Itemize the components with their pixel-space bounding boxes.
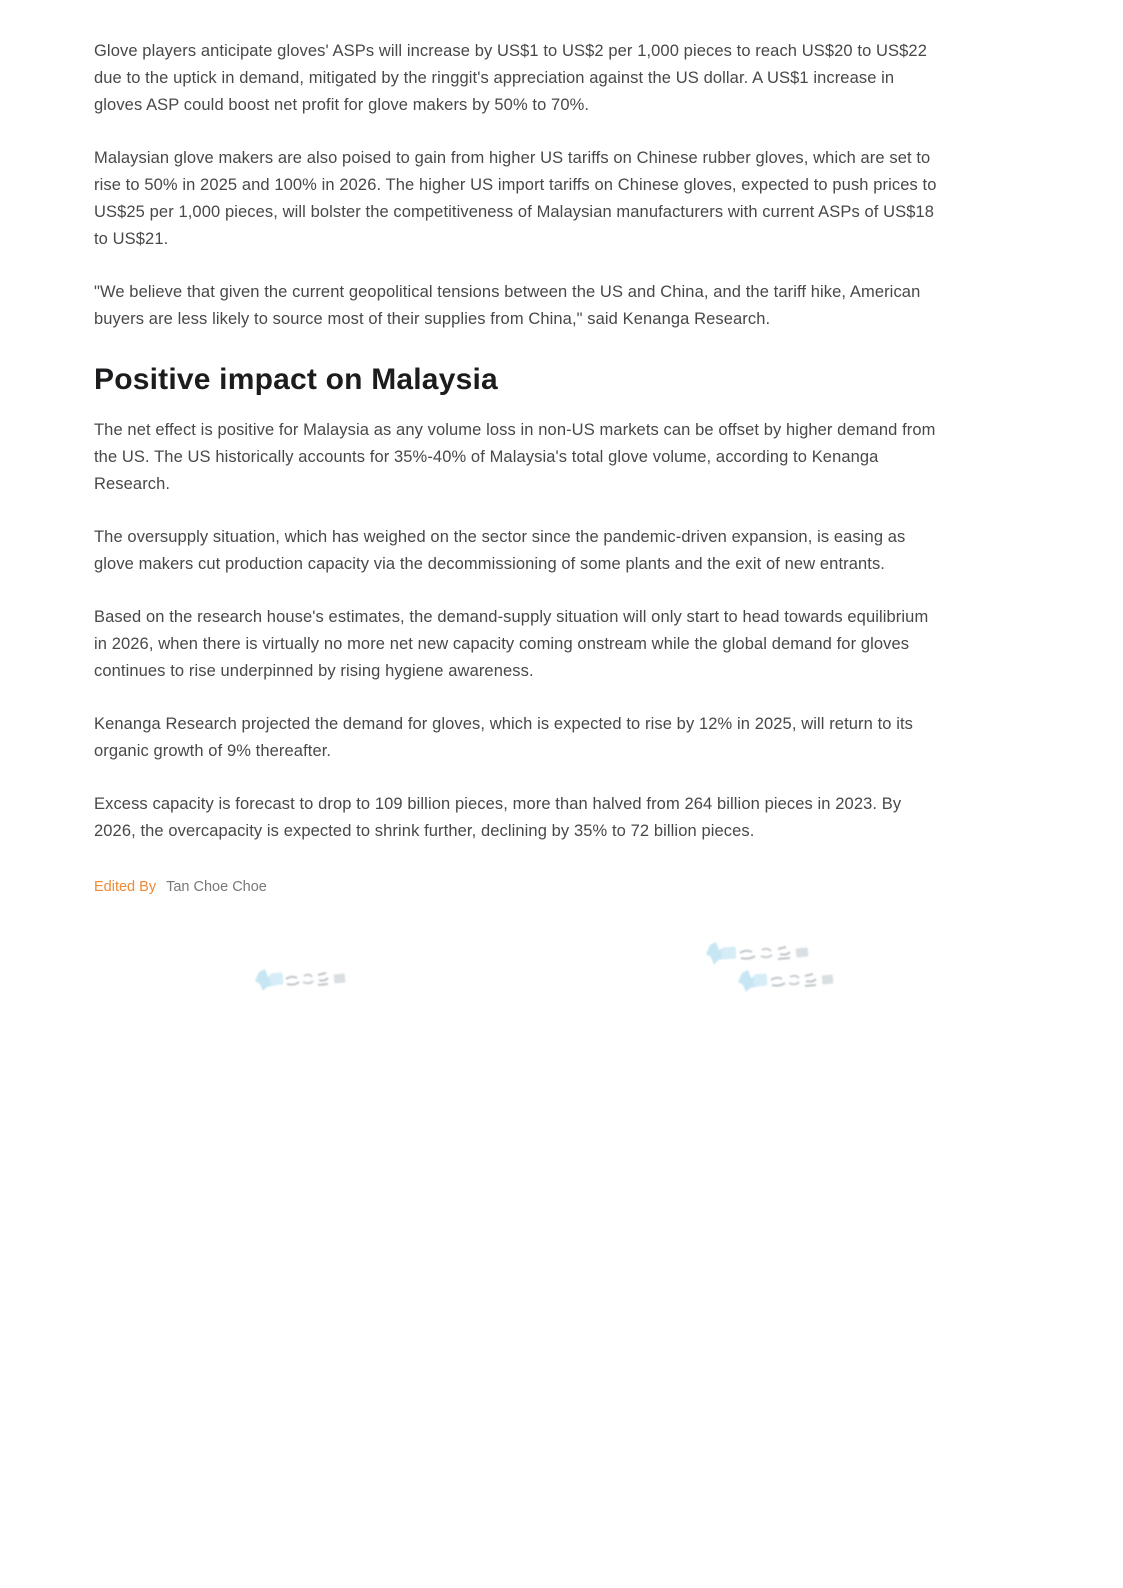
paragraph: Glove players anticipate gloves' ASPs will increase by US$1 to US$2 per 1,000 pieces to reach US$20 to US$22 due to the uptick in demand, mitigated by the ringgit's appreciation against the US dollar. A US$1 increase in gloves ASP could boost net profit for glove makers by 50% to 70%. [94, 42, 927, 114]
article-body [94, 38, 944, 897]
paragraph: The oversupply situation, which has weighed on the sector since the pandemic-driven expansion, is easing as glove makers cut production capacity via the decommissioning of some plants and the exit of new entrants. [94, 528, 906, 573]
byline-label: Edited By [94, 879, 157, 895]
paragraph: "We believe that given the current geopolitical tensions between the US and China, and the tariff hike, American buyers are less likely to source most of their supplies from China," said Kenanga Research. [94, 283, 921, 328]
watermark-stamp [738, 969, 850, 993]
paragraph: The net effect is positive for Malaysia as any volume loss in non-US markets can be offset by higher demand from the US. The US historically accounts for 35%-40% of Malaysia's total glove volume, according to Kenanga Research. [94, 421, 936, 493]
paragraph: Malaysian glove makers are also poised to gain from higher US tariffs on Chinese rubber gloves, which are set to rise to 50% in 2025 and 100% in 2026. The higher US import tariffs on Chinese gloves, expected to push prices to US$25 per 1,000 pieces, will bolster the competitiveness of Malaysian manufacturers with current ASPs of US$18 to US$21. [94, 149, 937, 248]
watermark-stamp [255, 968, 360, 992]
byline-author-name: Tan Choe Choe [166, 879, 267, 895]
section-heading: Positive impact on Malaysia [94, 363, 498, 396]
paragraph: Excess capacity is forecast to drop to 109 billion pieces, more than halved from 264 billion pieces in 2023. By 2026, the overcapacity is expected to shrink further, declining by 35% to 72 billion pieces. [94, 795, 902, 840]
paragraph: Based on the research house's estimates, the demand-supply situation will only start to head towards equilibrium in 2026, when there is virtually no more net new capacity coming onstream while the global demand for gloves continues to rise underpinned by rising hygiene awareness. [94, 608, 929, 680]
watermark-stamp [706, 941, 834, 967]
paragraph: Kenanga Research projected the demand for gloves, which is expected to rise by 12% in 2025, will return to its organic growth of 9% thereafter. [94, 715, 914, 760]
byline [94, 877, 944, 897]
